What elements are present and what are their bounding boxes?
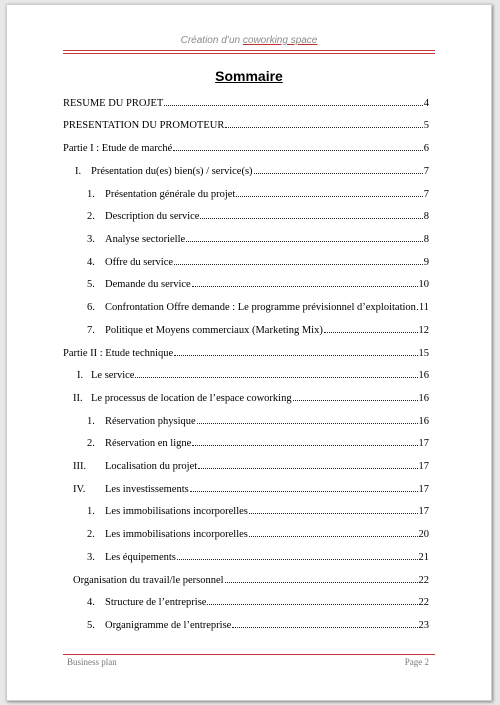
toc-entry-title: Localisation du projet bbox=[105, 461, 198, 472]
toc-entry-page: 22 bbox=[418, 575, 429, 586]
footer-rule bbox=[63, 654, 435, 655]
toc-entry-page: 16 bbox=[418, 393, 429, 404]
toc-entry-page: 9 bbox=[423, 257, 429, 268]
document-page bbox=[6, 4, 492, 701]
toc-entry-title: Organigramme de l’entreprise bbox=[105, 620, 232, 631]
header-underlined: coworking space bbox=[242, 35, 318, 46]
toc-entry[interactable] bbox=[87, 186, 429, 200]
header-rule-bottom bbox=[63, 53, 435, 54]
toc-entry-page: 11 bbox=[418, 302, 429, 313]
toc-leader-dots bbox=[198, 468, 417, 469]
toc-entry-title: Les immobilisations incorporelles bbox=[105, 529, 248, 540]
toc-entry[interactable] bbox=[87, 208, 429, 222]
toc-leader-dots bbox=[324, 332, 418, 333]
page-header bbox=[7, 35, 491, 46]
toc-entry-number: III. bbox=[73, 461, 87, 472]
toc-entry[interactable] bbox=[63, 345, 429, 359]
toc-entry-number: 4. bbox=[87, 257, 95, 268]
toc-entry-page: 21 bbox=[418, 552, 429, 563]
toc-entry-title: Confrontation Offre demande : Le programme prévisionnel d’exploitation bbox=[105, 302, 416, 313]
toc-entry-page: 17 bbox=[418, 506, 429, 517]
toc-leader-dots bbox=[197, 423, 418, 424]
toc-entry-number: 6. bbox=[87, 302, 95, 313]
toc-leader-dots bbox=[190, 491, 418, 492]
toc-entry-number: IV. bbox=[73, 484, 86, 495]
toc-entry-page: 7 bbox=[423, 189, 429, 200]
toc-entry-page: 20 bbox=[418, 529, 429, 540]
toc-leader-dots bbox=[173, 150, 422, 151]
toc-leader-dots bbox=[192, 445, 417, 446]
toc-entry-page: 16 bbox=[418, 416, 429, 427]
toc-entry-number: 2. bbox=[87, 529, 95, 540]
toc-leader-dots bbox=[174, 264, 423, 265]
toc-entry-title: PRESENTATION DU PROMOTEUR bbox=[63, 120, 225, 131]
toc-entry-number: 7. bbox=[87, 325, 95, 336]
toc-entry[interactable] bbox=[87, 594, 429, 608]
toc-entry[interactable] bbox=[73, 458, 429, 472]
toc-entry[interactable] bbox=[87, 617, 429, 631]
toc-entry-title: Organisation du travail/le personnel bbox=[73, 575, 224, 586]
toc-leader-dots bbox=[225, 127, 422, 128]
toc-entry-page: 5 bbox=[423, 120, 429, 131]
toc-entry-number: I. bbox=[77, 370, 84, 381]
toc-leader-dots bbox=[249, 513, 418, 514]
toc-entry-title: Offre du service bbox=[105, 257, 174, 268]
toc-entry-page: 15 bbox=[418, 348, 429, 359]
toc-leader-dots bbox=[174, 355, 417, 356]
toc-entry-title: Présentation générale du projet bbox=[105, 189, 236, 200]
toc-entry-number: 2. bbox=[87, 211, 95, 222]
header-prefix: Création d’un bbox=[180, 35, 243, 46]
header-rule-top bbox=[63, 50, 435, 51]
toc-entry-page: 17 bbox=[418, 484, 429, 495]
toc-entry[interactable] bbox=[87, 276, 429, 290]
toc-entry[interactable] bbox=[87, 254, 429, 268]
toc-leader-dots bbox=[135, 377, 417, 378]
toc-entry-title: Réservation en ligne bbox=[105, 438, 192, 449]
toc-entry[interactable] bbox=[87, 549, 429, 563]
toc-entry-number: II. bbox=[73, 393, 83, 404]
toc-entry-title: Présentation du(es) bien(s) / service(s) bbox=[91, 166, 253, 177]
toc-entry-title: Politique et Moyens commerciaux (Marketing Mix) bbox=[105, 325, 323, 336]
page-title: Sommaire bbox=[215, 68, 283, 84]
toc-entry[interactable] bbox=[63, 95, 429, 109]
toc-entry[interactable] bbox=[63, 117, 429, 131]
toc-leader-dots bbox=[417, 309, 418, 310]
toc-entry-number: 3. bbox=[87, 234, 95, 245]
toc-leader-dots bbox=[192, 286, 418, 287]
toc-entry-title: Le processus de location de l’espace coworking bbox=[91, 393, 292, 404]
toc-entry-number: 4. bbox=[87, 597, 95, 608]
toc-entry-title: Partie II : Etude technique bbox=[63, 348, 174, 359]
toc-entry-title: Les investissements bbox=[105, 484, 189, 495]
toc-entry-title: Partie I : Etude de marché bbox=[63, 143, 173, 154]
toc-leader-dots bbox=[186, 241, 423, 242]
toc-entry-number: 5. bbox=[87, 620, 95, 631]
toc-entry[interactable] bbox=[73, 390, 429, 404]
footer-left: Business plan bbox=[67, 657, 117, 667]
toc-entry-title: Demande du service bbox=[105, 279, 191, 290]
toc-entry[interactable] bbox=[87, 322, 429, 336]
toc-entry-title: Les immobilisations incorporelles bbox=[105, 506, 248, 517]
toc-entry-title: Le service bbox=[91, 370, 135, 381]
toc-leader-dots bbox=[200, 218, 422, 219]
toc-leader-dots bbox=[164, 105, 422, 106]
toc-leader-dots bbox=[293, 400, 418, 401]
toc-entry-number: 3. bbox=[87, 552, 95, 563]
toc-entry-title: RESUME DU PROJET bbox=[63, 98, 164, 109]
toc-entry-page: 8 bbox=[423, 234, 429, 245]
toc-entry-number: 2. bbox=[87, 438, 95, 449]
toc-entry-page: 7 bbox=[423, 166, 429, 177]
toc-entry-page: 16 bbox=[418, 370, 429, 381]
toc-entry[interactable] bbox=[87, 413, 429, 427]
toc-entry-number: 1. bbox=[87, 189, 95, 200]
toc-entry[interactable] bbox=[73, 572, 429, 586]
toc-entry-number: I. bbox=[75, 166, 82, 177]
toc-entry-title: Structure de l’entreprise bbox=[105, 597, 207, 608]
toc-entry-page: 12 bbox=[418, 325, 429, 336]
toc-entry-number: 1. bbox=[87, 506, 95, 517]
toc-leader-dots bbox=[249, 536, 418, 537]
toc-entry[interactable] bbox=[87, 231, 429, 245]
toc-leader-dots bbox=[232, 627, 417, 628]
toc-entry[interactable] bbox=[87, 299, 429, 313]
toc-entry[interactable] bbox=[87, 526, 429, 540]
toc-entry-page: 17 bbox=[418, 461, 429, 472]
toc-leader-dots bbox=[236, 196, 422, 197]
toc-entry[interactable] bbox=[77, 367, 429, 381]
toc-leader-dots bbox=[177, 559, 418, 560]
toc-entry[interactable] bbox=[73, 481, 429, 495]
toc-entry-page: 4 bbox=[423, 98, 429, 109]
toc-entry-number: 5. bbox=[87, 279, 95, 290]
toc-entry-page: 8 bbox=[423, 211, 429, 222]
toc-entry-number: 1. bbox=[87, 416, 95, 427]
footer-page-number: Page 2 bbox=[404, 657, 429, 667]
toc-entry-page: 17 bbox=[418, 438, 429, 449]
toc-entry-page: 6 bbox=[423, 143, 429, 154]
toc-leader-dots bbox=[225, 582, 418, 583]
toc-leader-dots bbox=[254, 173, 423, 174]
toc-entry[interactable] bbox=[63, 140, 429, 154]
toc-entry[interactable] bbox=[75, 163, 429, 177]
toc-entry[interactable] bbox=[87, 503, 429, 517]
toc-leader-dots bbox=[207, 604, 417, 605]
toc-entry-title: Description du service bbox=[105, 211, 200, 222]
toc-entry-title: Les équipements bbox=[105, 552, 176, 563]
toc-entry-page: 22 bbox=[418, 597, 429, 608]
toc-entry-page: 23 bbox=[418, 620, 429, 631]
toc-entry-page: 10 bbox=[418, 279, 429, 290]
toc-entry-title: Analyse sectorielle bbox=[105, 234, 186, 245]
toc-entry[interactable] bbox=[87, 435, 429, 449]
toc-entry-title: Réservation physique bbox=[105, 416, 196, 427]
